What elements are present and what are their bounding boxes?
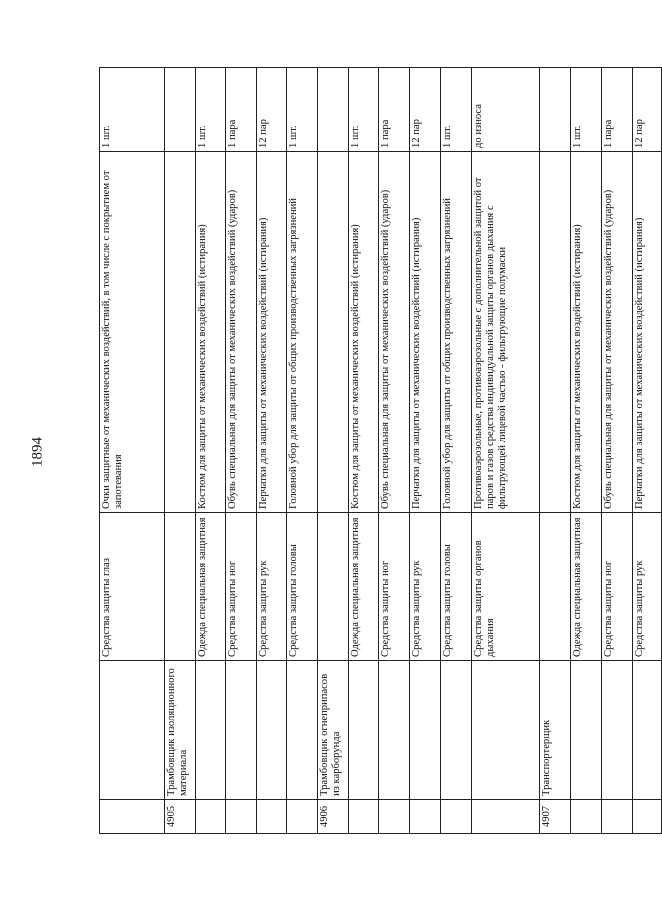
cell-norm [540,68,571,152]
cell-number: 4905 [165,800,196,834]
cell-number [257,800,287,834]
cell-ppe-item: Костюм для защиты от механических воздействий (истирания) [349,152,379,513]
cell-number [226,800,257,834]
cell-ppe-item [165,152,196,513]
profession-row [165,68,196,834]
cell-ppe-item: Костюм для защиты от механических воздействий (истирания) [196,152,226,513]
cell-ppe-item [318,152,349,513]
table-row [349,68,379,834]
cell-norm: 12 пар [633,68,662,152]
cell-ppe-type: Средства защиты ног [379,513,410,661]
table-row [633,68,662,834]
cell-profession [441,661,472,800]
cell-ppe-item: Перчатки для защиты от механических воздействий (истирания) [410,152,441,513]
cell-number [441,800,472,834]
cell-ppe-type [318,513,349,661]
ppe-norms-table [99,67,662,834]
cell-ppe-type: Средства защиты ног [602,513,633,661]
rotated-table-container [99,68,645,834]
cell-ppe-item: Перчатки для защиты от механических воздействий (истирания) [257,152,287,513]
cell-norm: 1 шт. [349,68,379,152]
cell-profession [379,661,410,800]
cell-ppe-type: Средства защиты рук [410,513,441,661]
cell-number [472,800,540,834]
cell-ppe-item: Перчатки для защиты от механических воздействий (истирания) [633,152,662,513]
cell-ppe-item: Головной убор для защиты от общих производственных загрязнений [441,152,472,513]
cell-profession [472,661,540,800]
table-row [287,68,318,834]
cell-ppe-type: Средства защиты рук [633,513,662,661]
cell-number [410,800,441,834]
cell-ppe-type [165,513,196,661]
cell-norm [318,68,349,152]
cell-profession: Транспортерщик [540,661,571,800]
cell-profession [633,661,662,800]
cell-ppe-item: Очки защитные от механических воздействий, в том числе с покрытием от запотевания [100,152,165,513]
cell-number [100,800,165,834]
cell-ppe-item: Обувь специальная для защиты от механических воздействий (ударов) [226,152,257,513]
cell-profession [410,661,441,800]
cell-number [196,800,226,834]
cell-number [571,800,602,834]
cell-ppe-type: Средства защиты головы [441,513,472,661]
cell-ppe-type: Средства защиты глаз [100,513,165,661]
cell-norm: 1 шт. [571,68,602,152]
cell-number: 4906 [318,800,349,834]
cell-ppe-item: Головной убор для защиты от общих производственных загрязнений [287,152,318,513]
page-number: 1894 [29,437,46,467]
cell-norm: 12 пар [410,68,441,152]
cell-norm: 1 шт. [100,68,165,152]
cell-profession [196,661,226,800]
cell-profession [226,661,257,800]
cell-norm: 1 шт. [287,68,318,152]
table-row [196,68,226,834]
cell-profession [349,661,379,800]
table-row [441,68,472,834]
profession-row [318,68,349,834]
cell-norm: 1 пара [602,68,633,152]
cell-ppe-item: Противоаэрозольные, противоаэрозольные с дополнительной защитой от паров и газов средства индивидуальной защиты органов дыхания с фильтрующей лицевой частью - фильтрующие полумаски [472,152,540,513]
cell-ppe-item: Костюм для защиты от механических воздействий (истирания) [571,152,602,513]
cell-norm: 12 пар [257,68,287,152]
table-row [571,68,602,834]
cell-ppe-type: Одежда специальная защитная [571,513,602,661]
profession-row [540,68,571,834]
cell-profession: Трамбовщик изоляционного материала [165,661,196,800]
cell-ppe-type: Средства защиты головы [287,513,318,661]
table-row [472,68,540,834]
cell-ppe-type: Средства защиты ног [226,513,257,661]
cell-ppe-type: Одежда специальная защитная [196,513,226,661]
table-row [602,68,633,834]
cell-profession [602,661,633,800]
cell-profession [100,661,165,800]
table-row [100,68,165,834]
table-row [257,68,287,834]
cell-number: 4907 [540,800,571,834]
cell-ppe-type: Средства защиты рук [257,513,287,661]
cell-norm: 1 шт. [196,68,226,152]
cell-norm: 1 пара [379,68,410,152]
cell-ppe-type [540,513,571,661]
cell-norm [165,68,196,152]
cell-norm: 1 пара [226,68,257,152]
cell-ppe-type: Средства защиты органов дыхания [472,513,540,661]
cell-norm: 1 шт. [441,68,472,152]
cell-ppe-item: Обувь специальная для защиты от механических воздействий (ударов) [379,152,410,513]
cell-norm: до износа [472,68,540,152]
cell-number [379,800,410,834]
table-row [226,68,257,834]
cell-ppe-item: Обувь специальная для защиты от механических воздействий (ударов) [602,152,633,513]
table-row [410,68,441,834]
cell-ppe-type: Одежда специальная защитная [349,513,379,661]
cell-profession [257,661,287,800]
cell-number [602,800,633,834]
cell-profession: Трамбовщик огнеприпасов из карборунда [318,661,349,800]
cell-profession [571,661,602,800]
cell-number [287,800,318,834]
cell-ppe-item [540,152,571,513]
cell-profession [287,661,318,800]
cell-number [349,800,379,834]
table-row [379,68,410,834]
cell-number [633,800,662,834]
